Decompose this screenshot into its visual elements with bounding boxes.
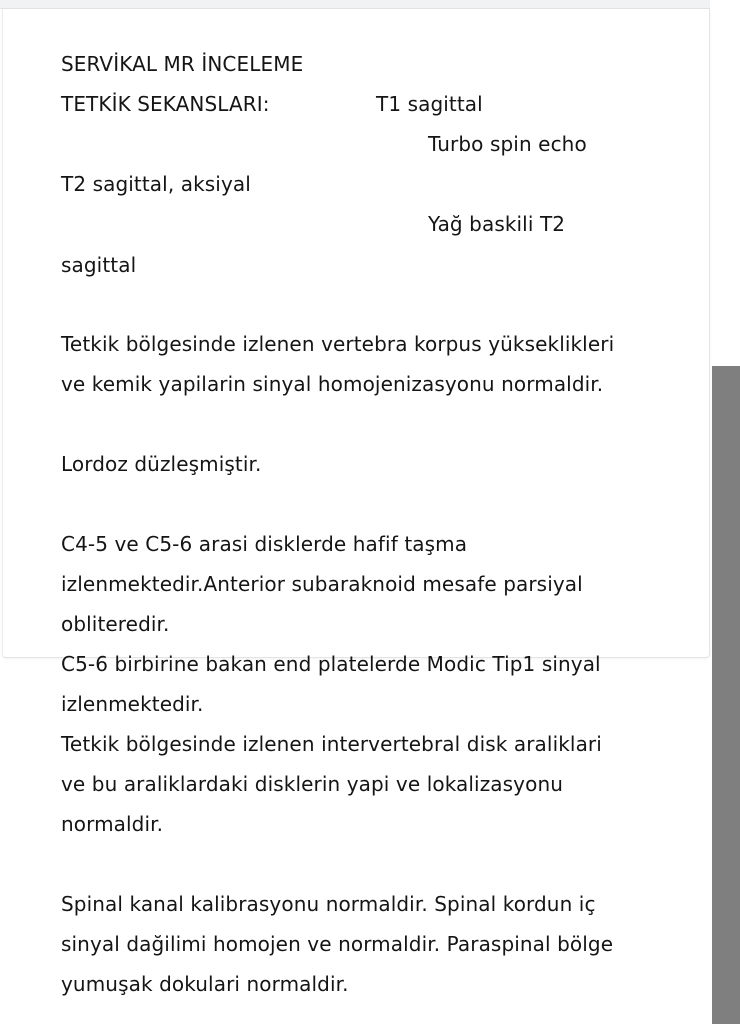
report-line: sinyal dağilimi homojen ve normaldir. Paraspinal bölge	[61, 932, 614, 956]
report-line: ve kemik yapilarin sinyal homojenizasyonu normaldir.	[61, 372, 604, 396]
sequence-turbo-spin-echo: Turbo spin echo	[428, 132, 587, 156]
report-line: Spinal kanal kalibrasyonu normaldir. Spinal kordun iç	[61, 892, 596, 916]
report-line: C5-6 birbirine bakan end platelerde Modic Tip1 sinyal	[61, 652, 601, 676]
report-line: yumuşak dokulari normaldir.	[61, 972, 349, 996]
report-line: Tetkik bölgesinde izlenen vertebra korpus yükseklikleri	[61, 332, 615, 356]
report-line: izlenmektedir.	[61, 692, 204, 716]
report-line: obliteredir.	[61, 612, 170, 636]
sequence-t2: T2 sagittal, aksiyal	[61, 172, 251, 196]
sequences-label: TETKİK SEKANSLARI:	[61, 92, 270, 116]
report-line: Lordoz düzleşmiştir.	[61, 452, 262, 476]
report-line: Tetkik bölgesinde izlenen intervertebral disk araliklari	[61, 732, 602, 756]
report-title: SERVİKAL MR İNCELEME	[61, 52, 304, 76]
sequence-fat-sat-t2-cont: sagittal	[61, 253, 137, 277]
sequence-fat-sat-t2: Yağ baskili T2	[428, 212, 566, 236]
report-line: C4-5 ve C5-6 arasi disklerde hafif taşma	[61, 532, 468, 556]
report-line: izlenmektedir.Anterior subaraknoid mesafe parsiyal	[61, 572, 583, 596]
sequence-t1-sagittal: T1 sagittal	[376, 92, 483, 116]
report-line: ve bu araliklardaki disklerin yapi ve lokalizasyonu	[61, 772, 564, 796]
report-line: normaldir.	[61, 812, 164, 836]
scrollbar-thumb[interactable]	[712, 366, 740, 1024]
